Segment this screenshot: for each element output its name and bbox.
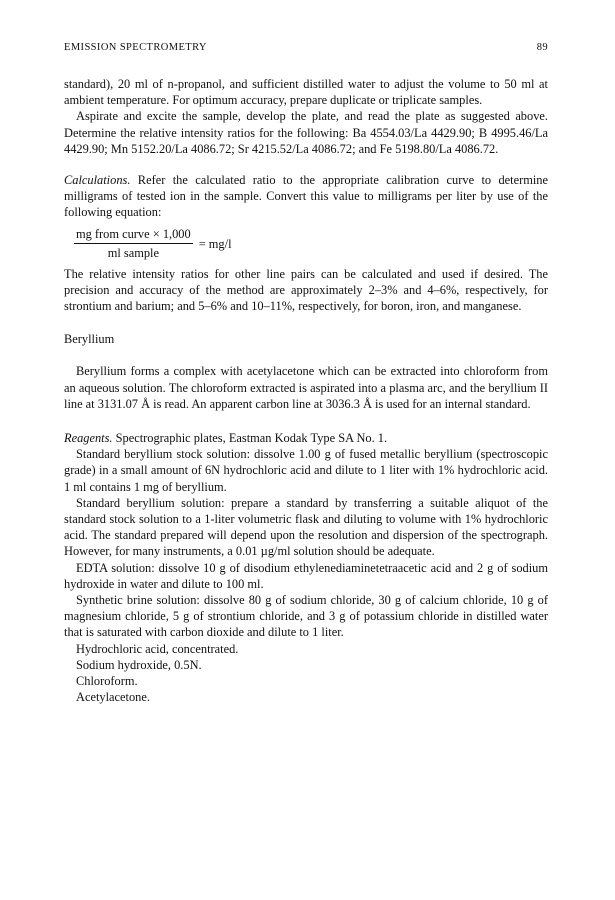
calculations-text: Refer the calculated ratio to the appropriate calibration curve to determine milligrams of tested ion in the sample. Convert this value to milligrams per liter by use of the following equation:: [64, 173, 548, 220]
document-page: [64, 40, 548, 706]
brine-paragraph: Synthetic brine solution: dissolve 80 g of sodium chloride, 30 g of calcium chloride, 10 g of magnesium chloride, 5 g of strontium chloride, and 3 g of potassium chloride in distilled water that is saturated with carbon dioxide and dilute to 1 liter.: [64, 593, 548, 640]
equation-numerator: mg from curve × 1,000: [74, 226, 193, 244]
page-number: 89: [536, 42, 548, 53]
reagents-paragraph: [64, 430, 548, 446]
procedure-paragraph: Aspirate and excite the sample, develop the plate, and read the plate as suggested above. Determine the relative intensity ratios for the following: Ba 4554.03/La 4429.90; B 4995.46/La 4429.90; Mn 5152.20/La 4086.72; Sr 4215.52/La 4086.72; and Fe 5198.80/La 4086.72.: [64, 109, 548, 156]
list-item: Sodium hydroxide, 0.5N.: [76, 657, 202, 672]
beryllium-intro-paragraph: Beryllium forms a complex with acetylacetone which can be extracted into chloroform from an aqueous solution. The chloroform extracted is aspirated into a plasma arc, and the beryllium II line at 3131.07 Å is read. An apparent carbon line at 3036.3 Å is used for an internal standard.: [64, 364, 548, 411]
running-head: [64, 40, 548, 56]
standard-solution-paragraph: Standard beryllium solution: prepare a standard by transferring a suitable aliquot of the standard stock solution to a 1-liter volumetric flask and diluting to volume with 1% hydrochloric acid. The standard prepared will depend upon the resolution and dispersion of the spectrograph. However, for many instruments, a 0.01 µg/ml solution should be adequate.: [64, 495, 548, 559]
section-heading-beryllium: Beryllium: [64, 332, 115, 347]
list-item: Acetylacetone.: [76, 690, 150, 705]
equation-fraction: [74, 226, 193, 261]
edta-paragraph: EDTA solution: dissolve 10 g of disodium ethylenediaminetetraacetic acid and 2 g of sodium hydroxide in water and dilute to 100 ml.: [64, 560, 548, 591]
equation: [74, 227, 548, 261]
calculations-paragraph: [64, 172, 548, 221]
running-title: EMISSION SPECTROMETRY: [64, 42, 207, 53]
reagents-run-in-heading: Reagents.: [64, 431, 113, 446]
equation-denominator: ml sample: [107, 246, 159, 261]
stock-solution-paragraph: Standard beryllium stock solution: dissolve 1.00 g of fused metallic beryllium (spectroscopic grade) in a small amount of 6N hydrochloric acid and dilute to 1 liter with 1% hydrochloric acid. 1 ml contains 1 mg of beryllium.: [64, 447, 548, 494]
list-item: Chloroform.: [76, 674, 138, 689]
equation-result: = mg/l: [198, 236, 232, 251]
calculations-run-in-heading: Calculations.: [64, 173, 131, 188]
continuation-paragraph: standard), 20 ml of n-propanol, and sufficient distilled water to adjust the volume to 50 ml at ambient temperature. For optimum accuracy, prepare duplicate or triplicate samples.: [64, 77, 548, 108]
reagents-plates-text: Spectrographic plates, Eastman Kodak Type SA No. 1.: [112, 431, 388, 446]
list-item: Hydrochloric acid, concentrated.: [76, 641, 239, 656]
reagent-list: [76, 641, 548, 706]
precision-paragraph: The relative intensity ratios for other line pairs can be calculated and used if desired. The precision and accuracy of the method are approximately 2–3% and 4–6%, respectively, for strontium and barium; and 5–6% and 10–11%, respectively, for boron, iron, and manganese.: [64, 266, 548, 314]
